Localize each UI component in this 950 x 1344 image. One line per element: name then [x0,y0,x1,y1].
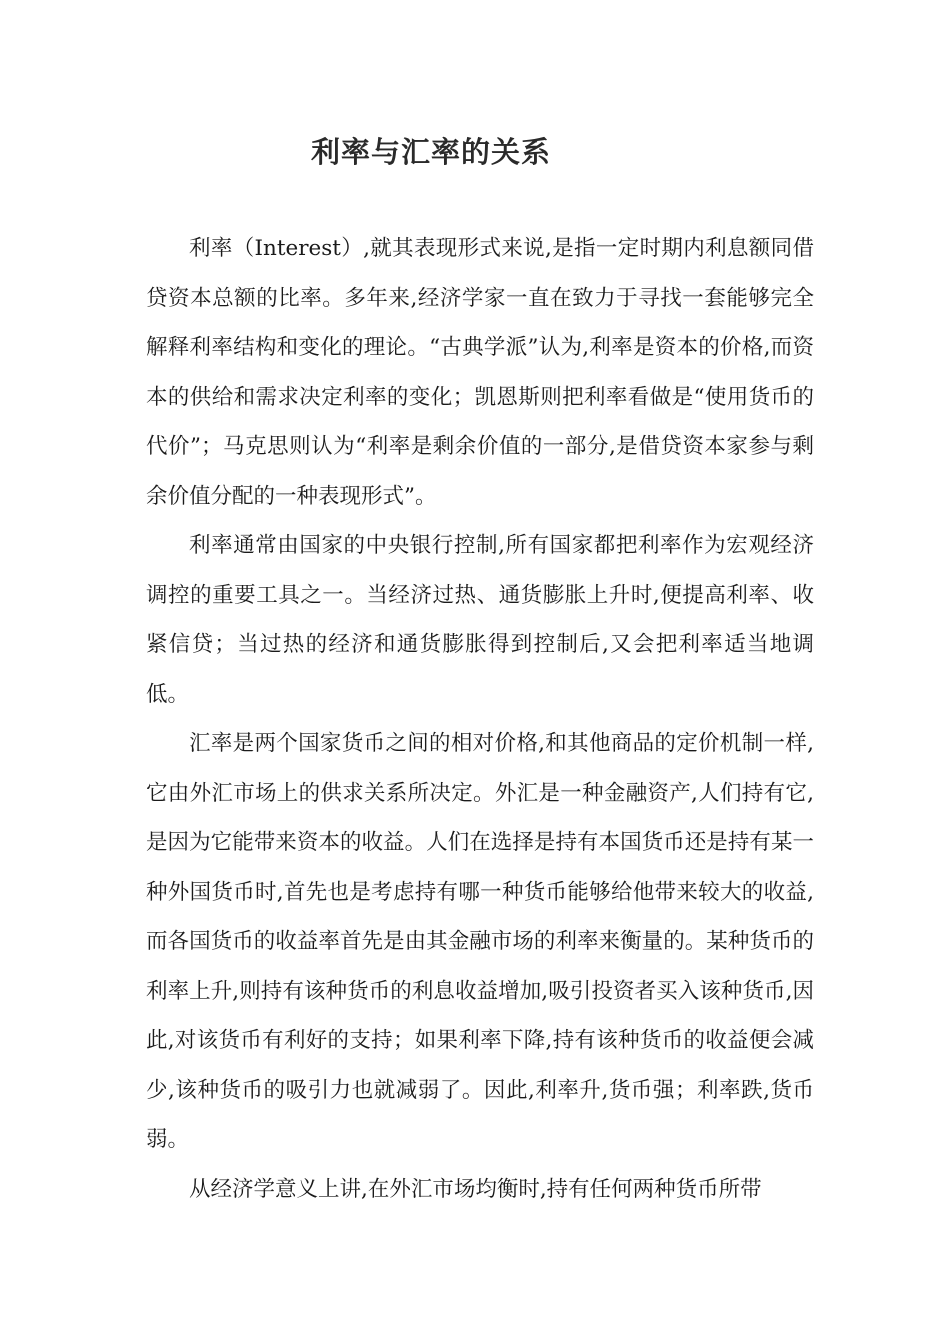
document-title: 利率与汇率的关系 [310,135,551,169]
paragraph-central-bank-control: 利率通常由国家的中央银行控制,所有国家都把利率作为宏观经济调控的重要工具之一。当经济过热、通货膨胀上升时,便提高利率、收紧信贷；当过热的经济和通货膨胀得到控制后,又会把利率适当地调低。 [146,533,814,707]
paragraph-market-equilibrium: 从经济学意义上讲,在外汇市场均衡时,持有任何两种货币所带 [189,1176,762,1202]
document-body [146,224,814,1214]
paragraph-interest-definition: 利率（Interest）,就其表现形式来说,是指一定时期内利息额同借贷资本总额的比率。多年来,经济学家一直在致力于寻找一套能够完全解释利率结构和变化的理论。“古典学派”认为,利率是资本的价格,而资本的供给和需求决定利率的变化；凯恩斯则把利率看做是“使用货币的代价”；马克思则认为“利率是剩余价值的一部分,是借贷资本家参与剩余价值分配的一种表现形式”。 [146,236,814,509]
paragraph-exchange-rate: 汇率是两个国家货币之间的相对价格,和其他商品的定价机制一样,它由外汇市场上的供求关系所决定。外汇是一种金融资产,人们持有它,是因为它能带来资本的收益。人们在选择是持有本国货币还是持有某一种外国货币时,首先也是考虑持有哪一种货币能够给他带来较大的收益,而各国货币的收益率首先是由其金融市场的利率来衡量的。某种货币的利率上升,则持有该种货币的利息收益增加,吸引投资者买入该种货币,因此,对该货币有利好的支持；如果利率下降,持有该种货币的收益便会减少,该种货币的吸引力也就减弱了。因此,利率升,货币强；利率跌,货币弱。 [146,731,814,1152]
